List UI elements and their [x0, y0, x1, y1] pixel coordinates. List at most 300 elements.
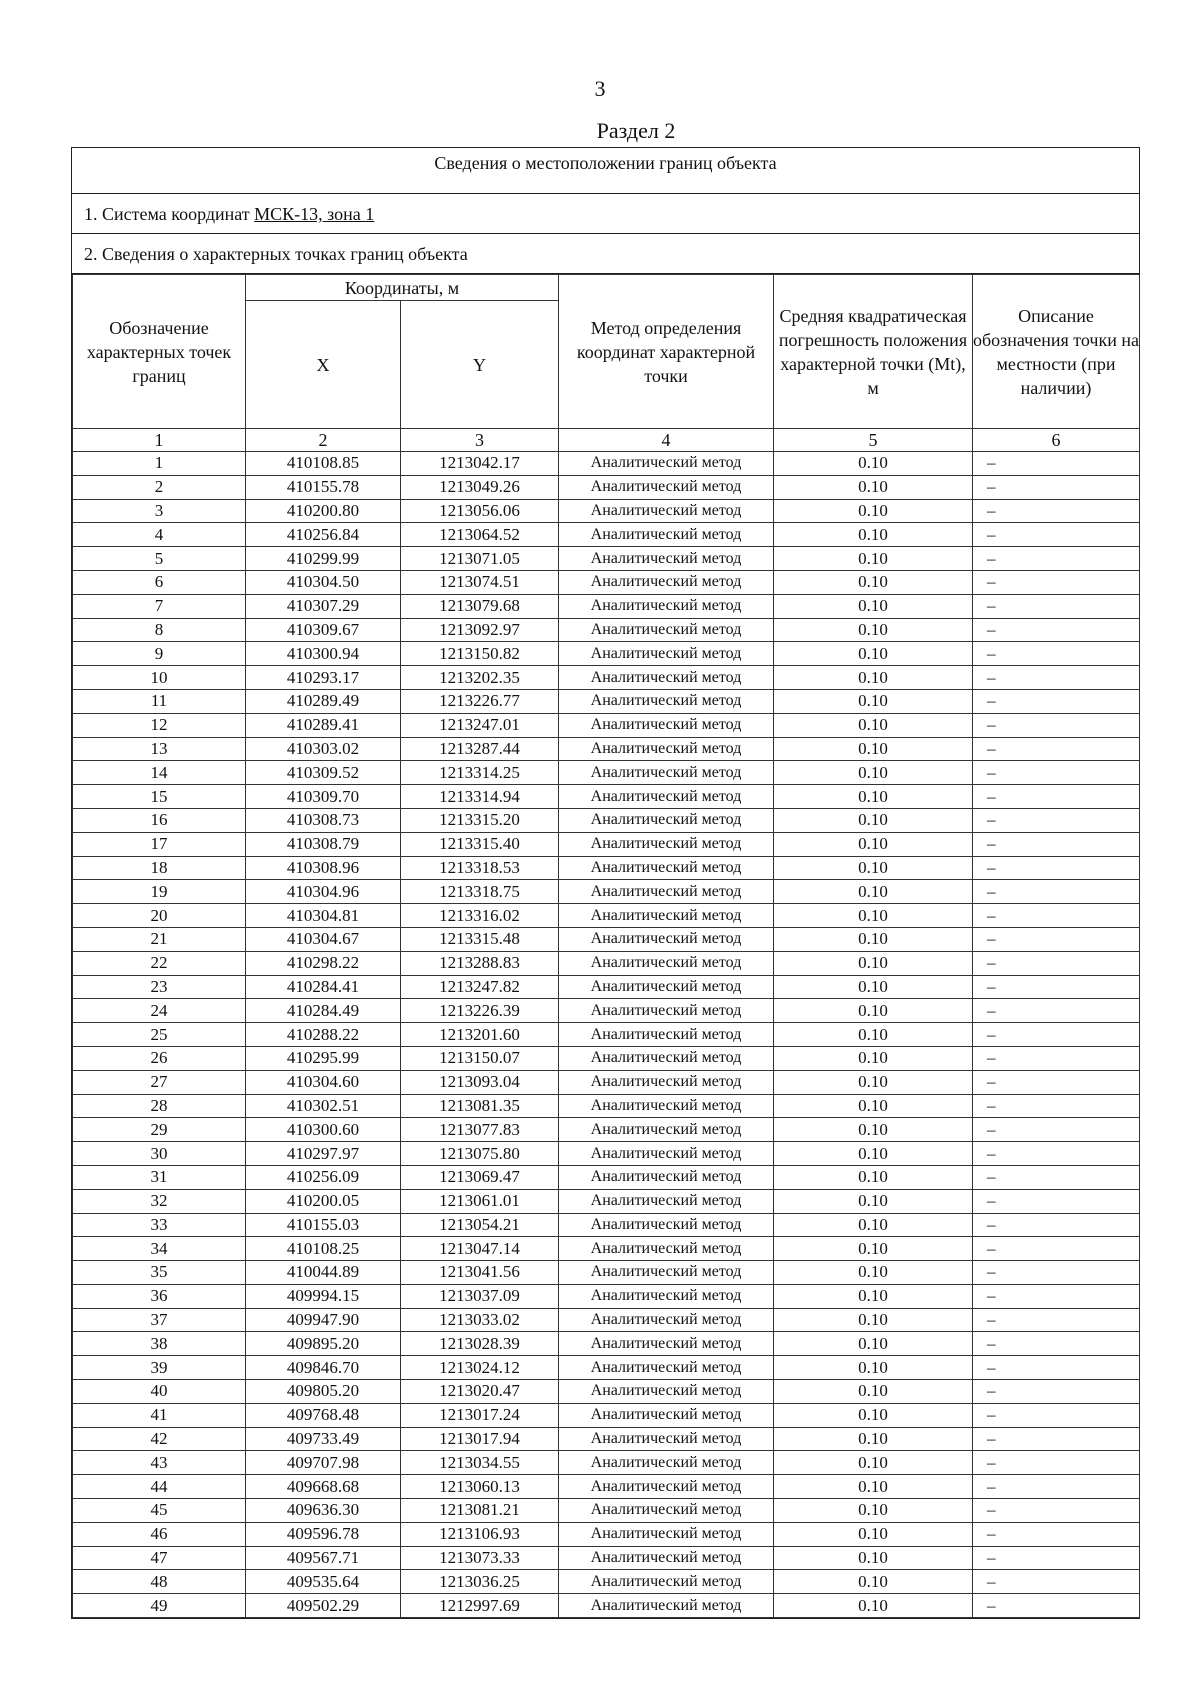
y-coordinate-cell: 1213226.77 — [401, 689, 559, 713]
description-cell: – — [973, 1380, 1140, 1404]
point-number-cell: 17 — [73, 832, 246, 856]
x-coordinate-cell: 410309.70 — [246, 785, 401, 809]
error-cell: 0.10 — [774, 1570, 973, 1594]
point-number-cell: 22 — [73, 951, 246, 975]
y-coordinate-cell: 1213060.13 — [401, 1475, 559, 1499]
point-number-cell: 49 — [73, 1594, 246, 1618]
table-row — [73, 1237, 1140, 1261]
method-cell: Аналитический метод — [559, 689, 774, 713]
method-cell: Аналитический метод — [559, 618, 774, 642]
error-cell: 0.10 — [774, 713, 973, 737]
point-number-cell: 4 — [73, 523, 246, 547]
y-coordinate-cell: 1213079.68 — [401, 594, 559, 618]
section-title: Раздел 2 — [596, 118, 676, 143]
y-coordinate-cell: 1213315.40 — [401, 832, 559, 856]
block-title: Сведения о местоположении границ объекта — [72, 148, 1139, 194]
y-coordinate-cell: 1213150.82 — [401, 642, 559, 666]
method-cell: Аналитический метод — [559, 832, 774, 856]
error-cell: 0.10 — [774, 618, 973, 642]
x-coordinate-cell: 410304.81 — [246, 904, 401, 928]
error-cell: 0.10 — [774, 1284, 973, 1308]
point-number-cell: 23 — [73, 975, 246, 999]
table-row — [73, 1475, 1140, 1499]
point-number-cell: 16 — [73, 808, 246, 832]
column-number: 1 — [73, 429, 246, 452]
x-coordinate-cell: 409768.48 — [246, 1403, 401, 1427]
error-cell: 0.10 — [774, 523, 973, 547]
table-row — [73, 1308, 1140, 1332]
description-cell: – — [973, 1427, 1140, 1451]
description-cell: – — [973, 1403, 1140, 1427]
description-cell: – — [973, 499, 1140, 523]
error-cell: 0.10 — [774, 642, 973, 666]
header-x: X — [246, 301, 401, 429]
description-cell: – — [973, 1356, 1140, 1380]
point-number-cell: 24 — [73, 999, 246, 1023]
point-number-cell: 28 — [73, 1094, 246, 1118]
method-cell: Аналитический метод — [559, 1142, 774, 1166]
x-coordinate-cell: 409668.68 — [246, 1475, 401, 1499]
error-cell: 0.10 — [774, 666, 973, 690]
point-number-cell: 31 — [73, 1165, 246, 1189]
x-coordinate-cell: 409535.64 — [246, 1570, 401, 1594]
x-coordinate-cell: 410297.97 — [246, 1142, 401, 1166]
table-row — [73, 523, 1140, 547]
y-coordinate-cell: 1213314.25 — [401, 761, 559, 785]
header-coordinates: Координаты, м — [246, 275, 559, 301]
table-row — [73, 1427, 1140, 1451]
table-row — [73, 975, 1140, 999]
point-number-cell: 27 — [73, 1070, 246, 1094]
table-row — [73, 1189, 1140, 1213]
method-cell: Аналитический метод — [559, 1546, 774, 1570]
y-coordinate-cell: 1213081.21 — [401, 1499, 559, 1523]
y-coordinate-cell: 1213318.53 — [401, 856, 559, 880]
point-number-cell: 5 — [73, 547, 246, 571]
error-cell: 0.10 — [774, 761, 973, 785]
error-cell: 0.10 — [774, 1046, 973, 1070]
description-cell: – — [973, 1546, 1140, 1570]
error-cell: 0.10 — [774, 594, 973, 618]
table-row — [73, 927, 1140, 951]
method-cell: Аналитический метод — [559, 1475, 774, 1499]
description-cell: – — [973, 618, 1140, 642]
description-cell: – — [973, 1308, 1140, 1332]
x-coordinate-cell: 410155.78 — [246, 475, 401, 499]
table-row — [73, 1570, 1140, 1594]
method-cell: Аналитический метод — [559, 951, 774, 975]
y-coordinate-cell: 1213315.20 — [401, 808, 559, 832]
error-cell: 0.10 — [774, 1070, 973, 1094]
method-cell: Аналитический метод — [559, 1046, 774, 1070]
error-cell: 0.10 — [774, 1189, 973, 1213]
y-coordinate-cell: 1213150.07 — [401, 1046, 559, 1070]
column-number: 3 — [401, 429, 559, 452]
method-cell: Аналитический метод — [559, 1070, 774, 1094]
method-cell: Аналитический метод — [559, 808, 774, 832]
table-row — [73, 904, 1140, 928]
y-coordinate-cell: 1213315.48 — [401, 927, 559, 951]
description-cell: – — [973, 856, 1140, 880]
point-number-cell: 11 — [73, 689, 246, 713]
table-row — [73, 475, 1140, 499]
method-cell: Аналитический метод — [559, 1570, 774, 1594]
y-coordinate-cell: 1213017.94 — [401, 1427, 559, 1451]
x-coordinate-cell: 410288.22 — [246, 1023, 401, 1047]
point-number-cell: 45 — [73, 1499, 246, 1523]
table-row — [73, 1356, 1140, 1380]
y-coordinate-cell: 1213314.94 — [401, 785, 559, 809]
point-number-cell: 39 — [73, 1356, 246, 1380]
x-coordinate-cell: 410295.99 — [246, 1046, 401, 1070]
method-cell: Аналитический метод — [559, 880, 774, 904]
table-row — [73, 1284, 1140, 1308]
description-cell: – — [973, 951, 1140, 975]
error-cell: 0.10 — [774, 1213, 973, 1237]
y-coordinate-cell: 1213037.09 — [401, 1284, 559, 1308]
x-coordinate-cell: 410299.99 — [246, 547, 401, 571]
table-row — [73, 499, 1140, 523]
table-row — [73, 1261, 1140, 1285]
method-cell: Аналитический метод — [559, 523, 774, 547]
error-cell: 0.10 — [774, 832, 973, 856]
x-coordinate-cell: 409596.78 — [246, 1522, 401, 1546]
y-coordinate-cell: 1212997.69 — [401, 1594, 559, 1618]
method-cell: Аналитический метод — [559, 927, 774, 951]
y-coordinate-cell: 1213069.47 — [401, 1165, 559, 1189]
method-cell: Аналитический метод — [559, 1522, 774, 1546]
y-coordinate-cell: 1213017.24 — [401, 1403, 559, 1427]
table-row — [73, 1332, 1140, 1356]
description-cell: – — [973, 1451, 1140, 1475]
method-cell: Аналитический метод — [559, 1356, 774, 1380]
point-number-cell: 44 — [73, 1475, 246, 1499]
description-cell: – — [973, 1094, 1140, 1118]
table-row — [73, 856, 1140, 880]
description-cell: – — [973, 1475, 1140, 1499]
x-coordinate-cell: 410303.02 — [246, 737, 401, 761]
method-cell: Аналитический метод — [559, 1308, 774, 1332]
y-coordinate-cell: 1213064.52 — [401, 523, 559, 547]
points-heading: 2. Сведения о характерных точках границ объекта — [72, 234, 1139, 274]
description-cell: – — [973, 785, 1140, 809]
header-error: Средняя квадратическая погрешность положения характерной точки (Mt), м — [774, 275, 973, 429]
x-coordinate-cell: 410289.49 — [246, 689, 401, 713]
description-cell: – — [973, 642, 1140, 666]
y-coordinate-cell: 1213073.33 — [401, 1546, 559, 1570]
table-row — [73, 1165, 1140, 1189]
x-coordinate-cell: 409502.29 — [246, 1594, 401, 1618]
method-cell: Аналитический метод — [559, 452, 774, 476]
description-cell: – — [973, 689, 1140, 713]
table-row — [73, 1142, 1140, 1166]
description-cell: – — [973, 1570, 1140, 1594]
table-row — [73, 737, 1140, 761]
x-coordinate-cell: 410108.25 — [246, 1237, 401, 1261]
point-number-cell: 1 — [73, 452, 246, 476]
header-description: Описание обозначения точки на местности (при наличии) — [973, 275, 1140, 429]
x-coordinate-cell: 410302.51 — [246, 1094, 401, 1118]
table-row — [73, 1403, 1140, 1427]
x-coordinate-cell: 409707.98 — [246, 1451, 401, 1475]
x-coordinate-cell: 409947.90 — [246, 1308, 401, 1332]
description-cell: – — [973, 927, 1140, 951]
y-coordinate-cell: 1213081.35 — [401, 1094, 559, 1118]
y-coordinate-cell: 1213202.35 — [401, 666, 559, 690]
header-designation: Обозначение характерных точек границ — [73, 275, 246, 429]
error-cell: 0.10 — [774, 975, 973, 999]
description-cell: – — [973, 1023, 1140, 1047]
header-method: Метод определения координат характерной точки — [559, 275, 774, 429]
method-cell: Аналитический метод — [559, 713, 774, 737]
description-cell: – — [973, 452, 1140, 476]
y-coordinate-cell: 1213226.39 — [401, 999, 559, 1023]
description-cell: – — [973, 594, 1140, 618]
point-number-cell: 47 — [73, 1546, 246, 1570]
error-cell: 0.10 — [774, 1403, 973, 1427]
method-cell: Аналитический метод — [559, 1165, 774, 1189]
y-coordinate-cell: 1213071.05 — [401, 547, 559, 571]
description-cell: – — [973, 761, 1140, 785]
description-cell: – — [973, 1261, 1140, 1285]
table-row — [73, 1094, 1140, 1118]
description-cell: – — [973, 808, 1140, 832]
method-cell: Аналитический метод — [559, 547, 774, 571]
error-cell: 0.10 — [774, 1594, 973, 1618]
method-cell: Аналитический метод — [559, 1427, 774, 1451]
x-coordinate-cell: 410300.60 — [246, 1118, 401, 1142]
x-coordinate-cell: 410200.80 — [246, 499, 401, 523]
error-cell: 0.10 — [774, 785, 973, 809]
table-row — [73, 713, 1140, 737]
description-cell: – — [973, 1522, 1140, 1546]
y-coordinate-cell: 1213316.02 — [401, 904, 559, 928]
description-cell: – — [973, 523, 1140, 547]
point-number-cell: 40 — [73, 1380, 246, 1404]
boundary-info-block — [71, 147, 1140, 1619]
point-number-cell: 3 — [73, 499, 246, 523]
table-row — [73, 1070, 1140, 1094]
x-coordinate-cell: 409994.15 — [246, 1284, 401, 1308]
x-coordinate-cell: 410300.94 — [246, 642, 401, 666]
method-cell: Аналитический метод — [559, 1118, 774, 1142]
table-row — [73, 999, 1140, 1023]
y-coordinate-cell: 1213093.04 — [401, 1070, 559, 1094]
error-cell: 0.10 — [774, 1427, 973, 1451]
error-cell: 0.10 — [774, 1356, 973, 1380]
error-cell: 0.10 — [774, 951, 973, 975]
error-cell: 0.10 — [774, 452, 973, 476]
table-row — [73, 642, 1140, 666]
error-cell: 0.10 — [774, 904, 973, 928]
point-number-cell: 14 — [73, 761, 246, 785]
method-cell: Аналитический метод — [559, 666, 774, 690]
description-cell: – — [973, 1237, 1140, 1261]
table-row — [73, 452, 1140, 476]
point-number-cell: 26 — [73, 1046, 246, 1070]
table-row — [73, 1546, 1140, 1570]
point-number-cell: 34 — [73, 1237, 246, 1261]
point-number-cell: 41 — [73, 1403, 246, 1427]
header-y: Y — [401, 301, 559, 429]
point-number-cell: 35 — [73, 1261, 246, 1285]
description-cell: – — [973, 1142, 1140, 1166]
error-cell: 0.10 — [774, 1475, 973, 1499]
method-cell: Аналитический метод — [559, 1499, 774, 1523]
method-cell: Аналитический метод — [559, 570, 774, 594]
column-number: 6 — [973, 429, 1140, 452]
y-coordinate-cell: 1213201.60 — [401, 1023, 559, 1047]
x-coordinate-cell: 410308.96 — [246, 856, 401, 880]
point-number-cell: 29 — [73, 1118, 246, 1142]
table-row — [73, 1213, 1140, 1237]
x-coordinate-cell: 410304.67 — [246, 927, 401, 951]
description-cell: – — [973, 666, 1140, 690]
error-cell: 0.10 — [774, 1023, 973, 1047]
method-cell: Аналитический метод — [559, 1332, 774, 1356]
method-cell: Аналитический метод — [559, 1237, 774, 1261]
table-row — [73, 1499, 1140, 1523]
description-cell: – — [973, 1046, 1140, 1070]
point-number-cell: 43 — [73, 1451, 246, 1475]
point-number-cell: 48 — [73, 1570, 246, 1594]
y-coordinate-cell: 1213041.56 — [401, 1261, 559, 1285]
y-coordinate-cell: 1213056.06 — [401, 499, 559, 523]
method-cell: Аналитический метод — [559, 1403, 774, 1427]
x-coordinate-cell: 410304.50 — [246, 570, 401, 594]
method-cell: Аналитический метод — [559, 1380, 774, 1404]
error-cell: 0.10 — [774, 499, 973, 523]
x-coordinate-cell: 410307.29 — [246, 594, 401, 618]
x-coordinate-cell: 410304.96 — [246, 880, 401, 904]
points-body — [73, 452, 1140, 1618]
description-cell: – — [973, 737, 1140, 761]
error-cell: 0.10 — [774, 1237, 973, 1261]
error-cell: 0.10 — [774, 1308, 973, 1332]
table-row — [73, 1522, 1140, 1546]
x-coordinate-cell: 410200.05 — [246, 1189, 401, 1213]
point-number-cell: 6 — [73, 570, 246, 594]
y-coordinate-cell: 1213318.75 — [401, 880, 559, 904]
method-cell: Аналитический метод — [559, 475, 774, 499]
error-cell: 0.10 — [774, 880, 973, 904]
x-coordinate-cell: 410309.52 — [246, 761, 401, 785]
point-number-cell: 32 — [73, 1189, 246, 1213]
method-cell: Аналитический метод — [559, 999, 774, 1023]
table-row — [73, 1023, 1140, 1047]
point-number-cell: 18 — [73, 856, 246, 880]
description-cell: – — [973, 880, 1140, 904]
y-coordinate-cell: 1213288.83 — [401, 951, 559, 975]
description-cell: – — [973, 475, 1140, 499]
point-number-cell: 9 — [73, 642, 246, 666]
method-cell: Аналитический метод — [559, 856, 774, 880]
point-number-cell: 19 — [73, 880, 246, 904]
method-cell: Аналитический метод — [559, 642, 774, 666]
x-coordinate-cell: 410256.09 — [246, 1165, 401, 1189]
column-number-row — [73, 429, 1140, 452]
y-coordinate-cell: 1213247.01 — [401, 713, 559, 737]
x-coordinate-cell: 410298.22 — [246, 951, 401, 975]
table-row — [73, 785, 1140, 809]
description-cell: – — [973, 1594, 1140, 1618]
point-number-cell: 42 — [73, 1427, 246, 1451]
point-number-cell: 33 — [73, 1213, 246, 1237]
description-cell: – — [973, 999, 1140, 1023]
x-coordinate-cell: 410309.67 — [246, 618, 401, 642]
x-coordinate-cell: 410284.41 — [246, 975, 401, 999]
description-cell: – — [973, 975, 1140, 999]
coordinate-system-line — [72, 194, 1139, 234]
point-number-cell: 25 — [73, 1023, 246, 1047]
point-number-cell: 46 — [73, 1522, 246, 1546]
x-coordinate-cell: 409636.30 — [246, 1499, 401, 1523]
y-coordinate-cell: 1213028.39 — [401, 1332, 559, 1356]
error-cell: 0.10 — [774, 1380, 973, 1404]
description-cell: – — [973, 904, 1140, 928]
y-coordinate-cell: 1213020.47 — [401, 1380, 559, 1404]
error-cell: 0.10 — [774, 1451, 973, 1475]
point-number-cell: 10 — [73, 666, 246, 690]
table-row — [73, 666, 1140, 690]
error-cell: 0.10 — [774, 1332, 973, 1356]
point-number-cell: 2 — [73, 475, 246, 499]
description-cell: – — [973, 547, 1140, 571]
y-coordinate-cell: 1213061.01 — [401, 1189, 559, 1213]
y-coordinate-cell: 1213033.02 — [401, 1308, 559, 1332]
table-row — [73, 689, 1140, 713]
point-number-cell: 30 — [73, 1142, 246, 1166]
description-cell: – — [973, 1284, 1140, 1308]
page-number: 3 — [594, 76, 606, 101]
y-coordinate-cell: 1213034.55 — [401, 1451, 559, 1475]
y-coordinate-cell: 1213075.80 — [401, 1142, 559, 1166]
error-cell: 0.10 — [774, 1499, 973, 1523]
method-cell: Аналитический метод — [559, 1594, 774, 1618]
x-coordinate-cell: 409895.20 — [246, 1332, 401, 1356]
error-cell: 0.10 — [774, 737, 973, 761]
x-coordinate-cell: 410044.89 — [246, 1261, 401, 1285]
method-cell: Аналитический метод — [559, 1094, 774, 1118]
column-number: 2 — [246, 429, 401, 452]
point-number-cell: 8 — [73, 618, 246, 642]
error-cell: 0.10 — [774, 1165, 973, 1189]
error-cell: 0.10 — [774, 1094, 973, 1118]
table-row — [73, 808, 1140, 832]
error-cell: 0.10 — [774, 1118, 973, 1142]
method-cell: Аналитический метод — [559, 594, 774, 618]
error-cell: 0.10 — [774, 808, 973, 832]
description-cell: – — [973, 1213, 1140, 1237]
table-row — [73, 547, 1140, 571]
table-row — [73, 570, 1140, 594]
x-coordinate-cell: 409567.71 — [246, 1546, 401, 1570]
x-coordinate-cell: 410284.49 — [246, 999, 401, 1023]
point-number-cell: 12 — [73, 713, 246, 737]
error-cell: 0.10 — [774, 1522, 973, 1546]
table-row — [73, 1594, 1140, 1618]
y-coordinate-cell: 1213036.25 — [401, 1570, 559, 1594]
error-cell: 0.10 — [774, 1261, 973, 1285]
y-coordinate-cell: 1213077.83 — [401, 1118, 559, 1142]
method-cell: Аналитический метод — [559, 761, 774, 785]
method-cell: Аналитический метод — [559, 1451, 774, 1475]
y-coordinate-cell: 1213287.44 — [401, 737, 559, 761]
table-row — [73, 761, 1140, 785]
y-coordinate-cell: 1213074.51 — [401, 570, 559, 594]
method-cell: Аналитический метод — [559, 737, 774, 761]
error-cell: 0.10 — [774, 475, 973, 499]
